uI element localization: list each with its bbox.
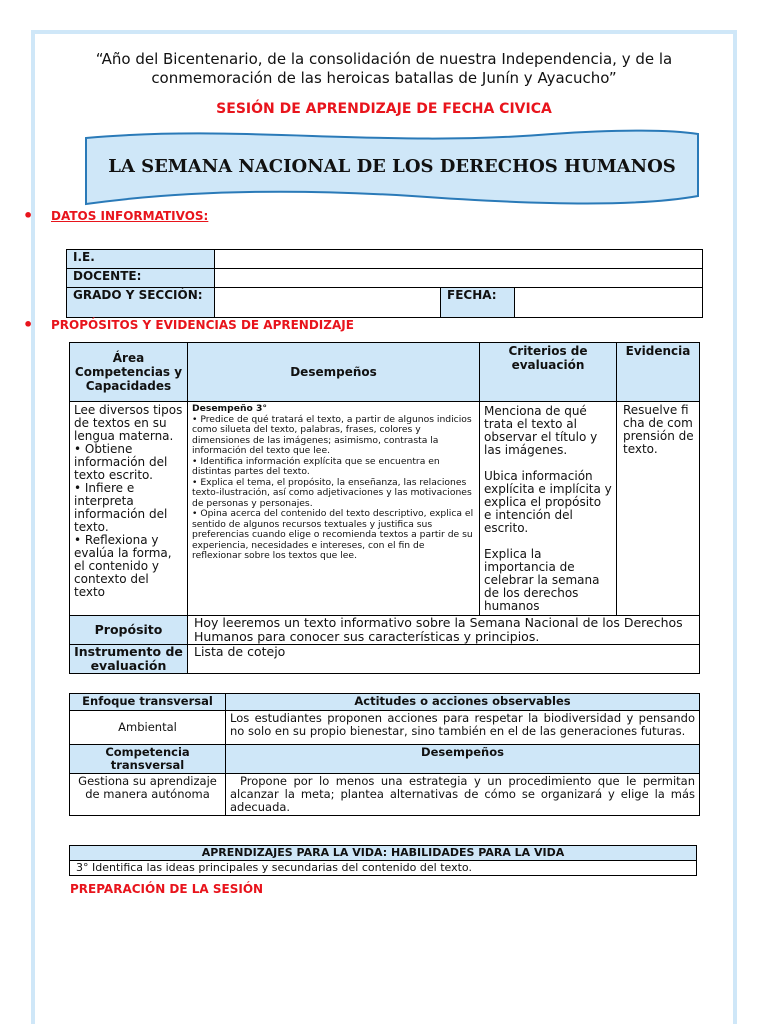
- aprendizajes-table: [69, 845, 697, 876]
- header-criterios: Criterios de evaluación: [480, 343, 617, 402]
- actitudes-value: Los estudiantes proponen acciones para respetar la biodiversidad y pensando no solo en su propio bienestar, sino también en el de las generaciones futuras.: [226, 711, 700, 745]
- desempenos-header: Desempeños: [226, 745, 700, 774]
- header-evidencia: Evidencia: [617, 343, 700, 402]
- motto-text: “Año del Bicentenario, de la consolidación de nuestra Independencia, y de la conmemoración de las heroicas batallas de Junín y Ayacucho”: [95, 50, 673, 87]
- desempeno-cell: [188, 402, 480, 616]
- session-title: SESIÓN DE APRENDIZAJE DE FECHA CIVICA: [216, 101, 552, 117]
- fecha-label: FECHA:: [441, 288, 515, 318]
- docente-value: [215, 269, 703, 288]
- actitudes-header: Actitudes o acciones observables: [226, 694, 700, 711]
- enfoque-value: Ambiental: [70, 711, 226, 745]
- bullet-icon: •: [23, 206, 34, 225]
- desempenos-value: Propone por lo menos una estrategia y un procedimiento que le permitan alcanzar la meta; plantea alternativas de cómo se organizará y elige la más adecuada.: [226, 774, 700, 816]
- instrumento-text: Lista de cotejo: [188, 645, 700, 674]
- evidencia-cell: Resuelve ficha de comprensión de texto.: [617, 402, 700, 616]
- ie-label: I.E.: [67, 250, 215, 269]
- criterio-item: Ubica información explícita e implícita y explica el propósito e intención del escrito.: [484, 469, 612, 535]
- ie-value: [215, 250, 703, 269]
- desempeno-title: Desempeño 3°: [192, 403, 267, 414]
- competencia-value: Gestiona su aprendizaje de manera autónoma: [70, 774, 226, 816]
- enfoque-table: [69, 693, 700, 816]
- section-propositos: [23, 315, 354, 334]
- section-propositos-label: PROPÓSITOS Y EVIDENCIAS DE APRENDIZAJE: [51, 318, 354, 332]
- proposito-text: Hoy leeremos un texto informativo sobre la Semana Nacional de los Derechos Humanos para conocer sus características y principios.: [188, 616, 700, 645]
- desempeno-item: • Predice de qué tratará el texto, a partir de algunos indicios como silueta del texto, palabras, frases, colores y dimensiones de las imágenes; asimismo, contrasta la información del texto que lee.: [192, 413, 472, 456]
- competencia-header: Competencia transversal: [70, 745, 226, 774]
- criterio-item: Menciona de qué trata el texto al observar el título y las imágenes.: [484, 404, 598, 457]
- aprendizajes-item: 3° Identifica las ideas principales y secundarias del contenido del texto.: [70, 861, 697, 876]
- area-cell: [70, 402, 188, 616]
- enfoque-header: Enfoque transversal: [70, 694, 226, 711]
- desempeno-item: • Identifica información explícita que se encuentra en distintas partes del texto.: [192, 455, 440, 477]
- instrumento-label: Instrumento de evaluación: [70, 645, 188, 674]
- area-text: Lee diversos tipos de textos en su lengua materna.: [74, 403, 183, 443]
- criterios-cell: [480, 402, 617, 616]
- area-item: • Reflexiona y evalúa la forma, el contenido y contexto del texto: [74, 533, 172, 599]
- datos-table: [66, 249, 703, 318]
- bullet-icon: •: [23, 315, 34, 334]
- docente-label: DOCENTE:: [67, 269, 215, 288]
- area-item: • Infiere e interpreta información del texto.: [74, 481, 168, 534]
- propositos-table: [69, 342, 700, 674]
- section-datos: [23, 206, 209, 225]
- desempeno-item: • Opina acerca del contenido del texto descriptivo, explica el sentido de algunos recursos textuales y justifica sus preferencias cuando elige o recomienda textos a partir de su experiencia, necesidades e intereses, con el fin de reflexionar sobre los textos que lee.: [192, 508, 474, 561]
- header-desempenos: Desempeños: [188, 343, 480, 402]
- fecha-value: [515, 288, 703, 318]
- proposito-label: Propósito: [70, 616, 188, 645]
- criterio-item: Explica la importancia de celebrar la semana de los derechos humanos: [484, 547, 600, 613]
- title-banner: [82, 126, 702, 208]
- grado-label: GRADO Y SECCIÓN:: [67, 288, 215, 318]
- area-item: • Obtiene información del texto escrito.: [74, 442, 168, 482]
- header-area: Área Competencias y Capacidades: [70, 343, 188, 402]
- section-preparacion: PREPARACIÓN DE LA SESIÓN: [70, 882, 264, 896]
- banner-title: LA SEMANA NACIONAL DE LOS DERECHOS HUMANOS: [108, 156, 676, 177]
- grado-value: [215, 288, 441, 318]
- section-datos-label: DATOS INFORMATIVOS:: [51, 209, 209, 223]
- aprendizajes-header: APRENDIZAJES PARA LA VIDA: HABILIDADES PARA LA VIDA: [70, 846, 697, 861]
- desempeno-item: • Explica el tema, el propósito, la enseñanza, las relaciones texto-ilustración, así como adjetivaciones y las motivaciones de personas y personajes.: [192, 476, 472, 509]
